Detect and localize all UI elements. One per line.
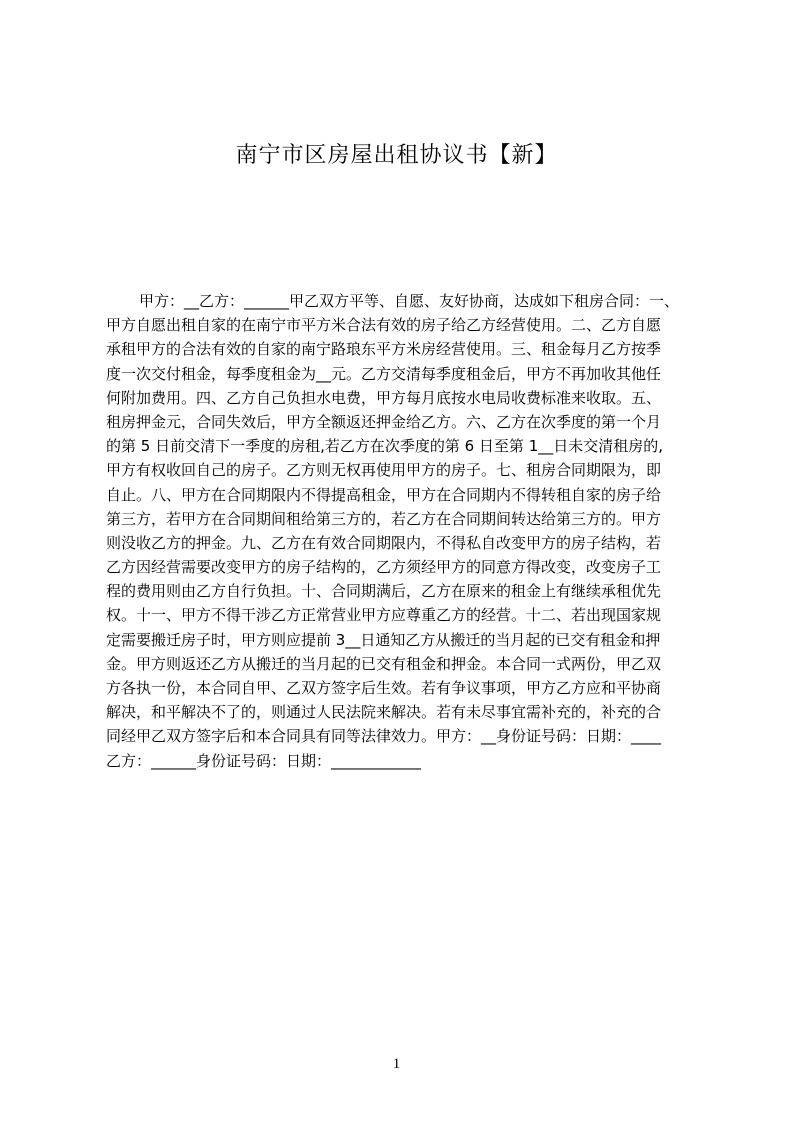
body-line: 租房押金元，合同失效后，甲方全额返还押金给乙方。六、乙方在次季度的第一个月 bbox=[106, 412, 662, 431]
body-line: 的第 5 日前交清下一季度的房租,若乙方在次季度的第 6 日至第 1__日未交清租房的, bbox=[106, 437, 664, 456]
body-line: 何附加费用。四、乙方自己负担水电费，甲方每月底按水电局收费标准来收取。五、 bbox=[106, 388, 662, 407]
body-line: 权。十一、甲方不得干涉乙方正常营业甲方应尊重乙方的经营。十二、若出现国家规 bbox=[106, 606, 662, 625]
body-line: 第三方，若甲方在合同期间租给第三方的，若乙方在合同期间转达给第三方的。甲方 bbox=[106, 509, 662, 528]
body-line: 甲方：__乙方：______甲乙双方平等、自愿、友好协商，达成如下租房合同：一、 bbox=[139, 292, 680, 310]
body-line: 解决，和平解决不了的，则通过人民法院来解决。若有未尽事宜需补充的，补充的合 bbox=[106, 703, 662, 722]
body-line: 甲方自愿出租自家的在南宁市平方米合法有效的房子给乙方经营使用。二、乙方自愿 bbox=[106, 316, 662, 335]
document-body bbox=[106, 289, 698, 773]
body-line: 乙方：______身份证号码：日期：____________ bbox=[106, 751, 422, 770]
page-number: 1 bbox=[392, 1056, 401, 1072]
body-line: 金。甲方则返还乙方从搬迁的当月起的已交有租金和押金。本合同一式两份，甲乙双 bbox=[106, 654, 662, 673]
body-line: 方各执一份，本合同自甲、乙双方签字后生效。若有争议事项，甲方乙方应和平协商 bbox=[106, 679, 662, 697]
body-line: 则没收乙方的押金。九、乙方在有效合同期限内，不得私自改变甲方的房子结构，若 bbox=[106, 533, 662, 552]
body-line: 定需要搬迁房子时，甲方则应提前 3__日通知乙方从搬迁的当月起的已交有租金和押 bbox=[106, 630, 661, 649]
body-line: 自止。八、甲方在合同期限内不得提高租金，甲方在合同期内不得转租自家的房子给 bbox=[106, 485, 662, 504]
body-line: 同经甲乙双方签字后和本合同具有同等法律效力。甲方：__身份证号码：日期：____ bbox=[106, 727, 662, 746]
document-title: 南宁市区房屋出租协议书【新】 bbox=[235, 143, 558, 168]
body-line: 乙方因经营需要改变甲方的房子结构的，乙方须经甲方的同意方得改变，改变房子工 bbox=[106, 558, 662, 577]
body-line: 甲方有权收回自己的房子。乙方则无权再使用甲方的房子。七、租房合同期限为，即 bbox=[106, 461, 662, 480]
body-line: 承租甲方的合法有效的自家的南宁路琅东平方米房经营使用。三、租金每月乙方按季 bbox=[106, 340, 662, 359]
body-line: 程的费用则由乙方自行负担。十、合同期满后，乙方在原来的租金上有继续承租优先 bbox=[106, 582, 662, 601]
body-line: 度一次交付租金，每季度租金为__元。乙方交清每季度租金后，甲方不再加收其他任 bbox=[106, 364, 662, 383]
